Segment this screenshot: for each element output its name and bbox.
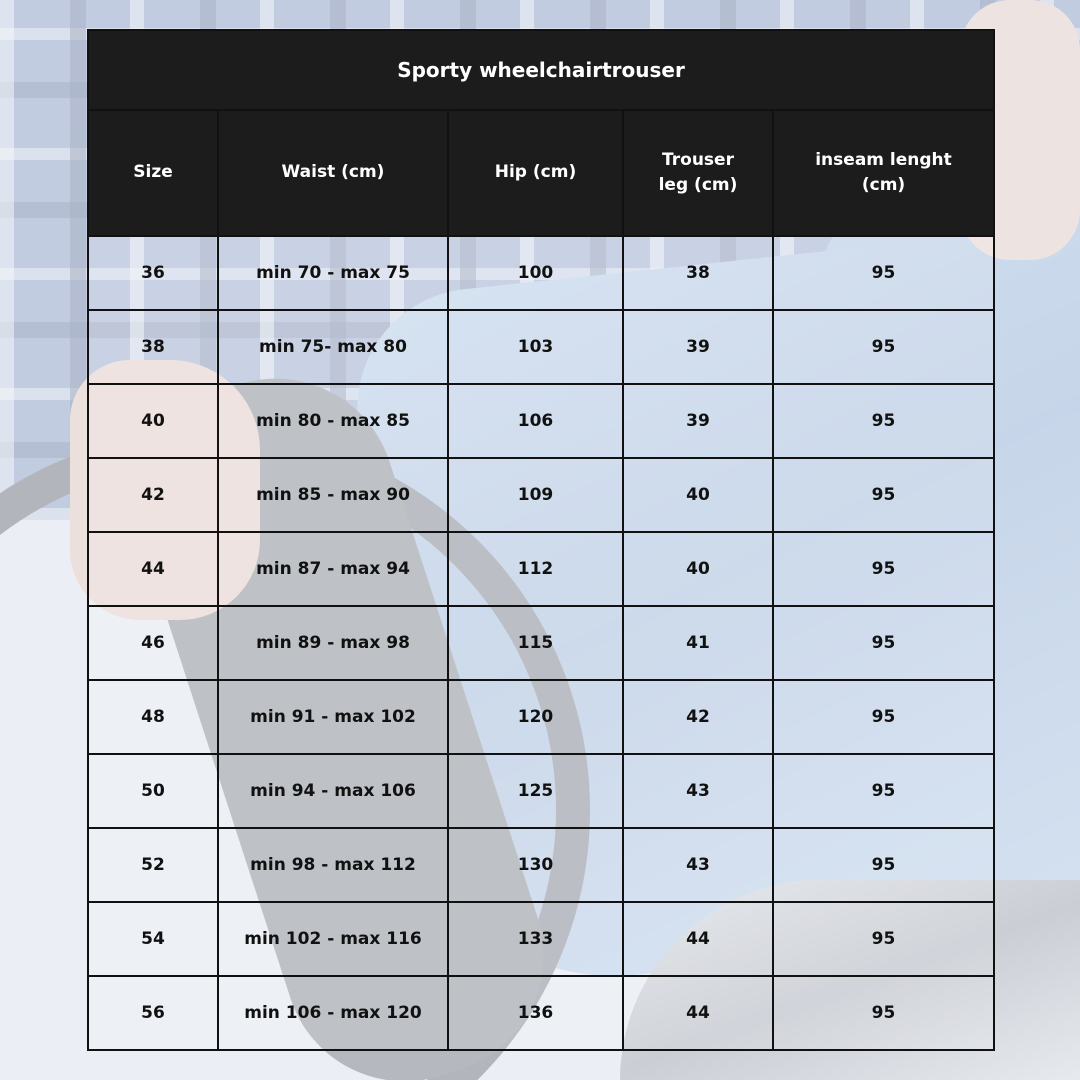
cell-inseam-length: 95 xyxy=(773,976,994,1050)
cell-size: 50 xyxy=(88,754,218,828)
cell-size: 42 xyxy=(88,458,218,532)
table-row xyxy=(88,532,994,606)
cell-waist: min 106 - max 120 xyxy=(218,976,448,1050)
table-row xyxy=(88,902,994,976)
cell-waist: min 89 - max 98 xyxy=(218,606,448,680)
cell-inseam-length: 95 xyxy=(773,310,994,384)
cell-inseam-length: 95 xyxy=(773,902,994,976)
cell-size: 46 xyxy=(88,606,218,680)
cell-inseam-length: 95 xyxy=(773,532,994,606)
cell-trouser-leg: 43 xyxy=(623,828,773,902)
cell-inseam-length: 95 xyxy=(773,236,994,310)
cell-trouser-leg: 39 xyxy=(623,384,773,458)
cell-inseam-length: 95 xyxy=(773,458,994,532)
cell-hip: 112 xyxy=(448,532,623,606)
cell-trouser-leg: 41 xyxy=(623,606,773,680)
cell-trouser-leg: 44 xyxy=(623,976,773,1050)
cell-hip: 109 xyxy=(448,458,623,532)
cell-size: 36 xyxy=(88,236,218,310)
cell-hip: 133 xyxy=(448,902,623,976)
table-row xyxy=(88,754,994,828)
cell-hip: 100 xyxy=(448,236,623,310)
header-row xyxy=(88,110,994,236)
cell-size: 56 xyxy=(88,976,218,1050)
cell-waist: min 70 - max 75 xyxy=(218,236,448,310)
table-row xyxy=(88,976,994,1050)
cell-waist: min 87 - max 94 xyxy=(218,532,448,606)
table-row xyxy=(88,236,994,310)
cell-size: 54 xyxy=(88,902,218,976)
cell-waist: min 98 - max 112 xyxy=(218,828,448,902)
table-row xyxy=(88,384,994,458)
table-row xyxy=(88,680,994,754)
cell-waist: min 102 - max 116 xyxy=(218,902,448,976)
table-title: Sporty wheelchairtrouser xyxy=(88,30,994,110)
cell-waist: min 85 - max 90 xyxy=(218,458,448,532)
cell-trouser-leg: 43 xyxy=(623,754,773,828)
header-trouser-leg: Trouser leg (cm) xyxy=(623,110,773,236)
header-size: Size xyxy=(88,110,218,236)
cell-inseam-length: 95 xyxy=(773,606,994,680)
cell-hip: 106 xyxy=(448,384,623,458)
table-row xyxy=(88,606,994,680)
title-row xyxy=(88,30,994,110)
header-waist: Waist (cm) xyxy=(218,110,448,236)
cell-size: 48 xyxy=(88,680,218,754)
cell-size: 52 xyxy=(88,828,218,902)
cell-hip: 120 xyxy=(448,680,623,754)
table-row xyxy=(88,458,994,532)
cell-trouser-leg: 39 xyxy=(623,310,773,384)
cell-inseam-length: 95 xyxy=(773,828,994,902)
cell-hip: 130 xyxy=(448,828,623,902)
header-inseam-length: inseam lenght (cm) xyxy=(773,110,994,236)
cell-inseam-length: 95 xyxy=(773,754,994,828)
cell-size: 38 xyxy=(88,310,218,384)
cell-waist: min 94 - max 106 xyxy=(218,754,448,828)
size-table xyxy=(87,29,995,1051)
cell-size: 40 xyxy=(88,384,218,458)
cell-waist: min 75- max 80 xyxy=(218,310,448,384)
cell-hip: 125 xyxy=(448,754,623,828)
cell-trouser-leg: 42 xyxy=(623,680,773,754)
cell-inseam-length: 95 xyxy=(773,384,994,458)
header-hip: Hip (cm) xyxy=(448,110,623,236)
cell-hip: 136 xyxy=(448,976,623,1050)
table-row xyxy=(88,828,994,902)
table-row xyxy=(88,310,994,384)
cell-waist: min 80 - max 85 xyxy=(218,384,448,458)
cell-trouser-leg: 40 xyxy=(623,532,773,606)
cell-trouser-leg: 38 xyxy=(623,236,773,310)
cell-waist: min 91 - max 102 xyxy=(218,680,448,754)
cell-trouser-leg: 44 xyxy=(623,902,773,976)
cell-size: 44 xyxy=(88,532,218,606)
cell-hip: 115 xyxy=(448,606,623,680)
cell-hip: 103 xyxy=(448,310,623,384)
cell-inseam-length: 95 xyxy=(773,680,994,754)
cell-trouser-leg: 40 xyxy=(623,458,773,532)
